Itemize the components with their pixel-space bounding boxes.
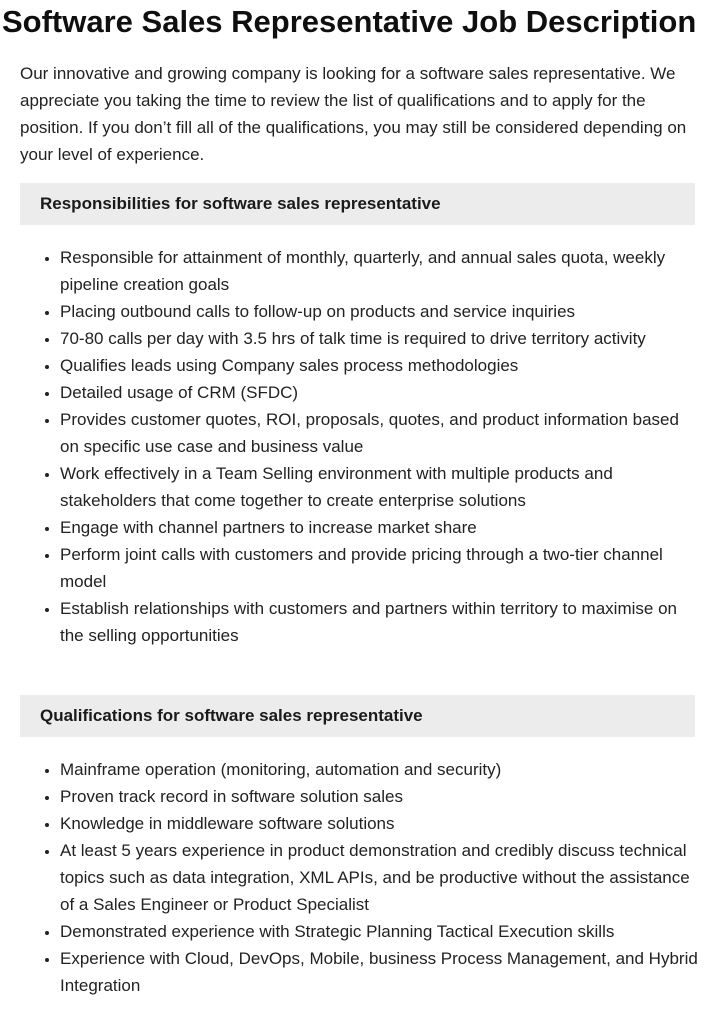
list-item: • Responsible for attainment of monthly, quarterly, and annual sales quota, weekly pipeline creation goals bbox=[60, 244, 700, 298]
list-item: • Qualifies leads using Company sales process methodologies bbox=[60, 352, 700, 379]
list-item: • Mainframe operation (monitoring, automation and security) bbox=[60, 756, 700, 783]
list-item: • Work effectively in a Team Selling environment with multiple products and stakeholders that come together to create enterprise solutions bbox=[60, 460, 700, 514]
list-item: • Demonstrated experience with Strategic Planning Tactical Execution skills bbox=[60, 918, 700, 945]
list-item: • Proven track record in software solution sales bbox=[60, 783, 700, 810]
list-item: • Placing outbound calls to follow-up on products and service inquiries bbox=[60, 298, 700, 325]
responsibilities-heading: Responsibilities for software sales representative bbox=[20, 183, 695, 225]
list-item: • Experience with Cloud, DevOps, Mobile, business Process Management, and Hybrid Integration bbox=[60, 945, 700, 999]
list-item: • Provides customer quotes, ROI, proposals, quotes, and product information based on specific use case and business value bbox=[60, 406, 700, 460]
qualifications-list bbox=[20, 756, 700, 999]
list-item: • At least 5 years experience in product demonstration and credibly discuss technical topics such as data integration, XML APIs, and be productive without the assistance of a Sales Engineer or Product Specialist bbox=[60, 837, 700, 918]
intro-paragraph: Our innovative and growing company is looking for a software sales representative. We appreciate you taking the time to review the list of qualifications and to apply for the position. If you don’t fill all of the qualifications, you may still be considered depending on your level of experience. bbox=[20, 64, 687, 164]
list-item: • Engage with channel partners to increase market share bbox=[60, 514, 700, 541]
list-item: • 70-80 calls per day with 3.5 hrs of talk time is required to drive territory activity bbox=[60, 325, 700, 352]
page-title: Software Sales Representative Job Description bbox=[2, 4, 697, 39]
list-item: • Establish relationships with customers and partners within territory to maximise on the selling opportunities bbox=[60, 595, 700, 649]
responsibilities-list bbox=[20, 244, 700, 649]
list-item: • Detailed usage of CRM (SFDC) bbox=[60, 379, 700, 406]
list-item: • Knowledge in middleware software solutions bbox=[60, 810, 700, 837]
list-item: • Perform joint calls with customers and provide pricing through a two-tier channel model bbox=[60, 541, 700, 595]
qualifications-heading: Qualifications for software sales representative bbox=[20, 695, 695, 737]
